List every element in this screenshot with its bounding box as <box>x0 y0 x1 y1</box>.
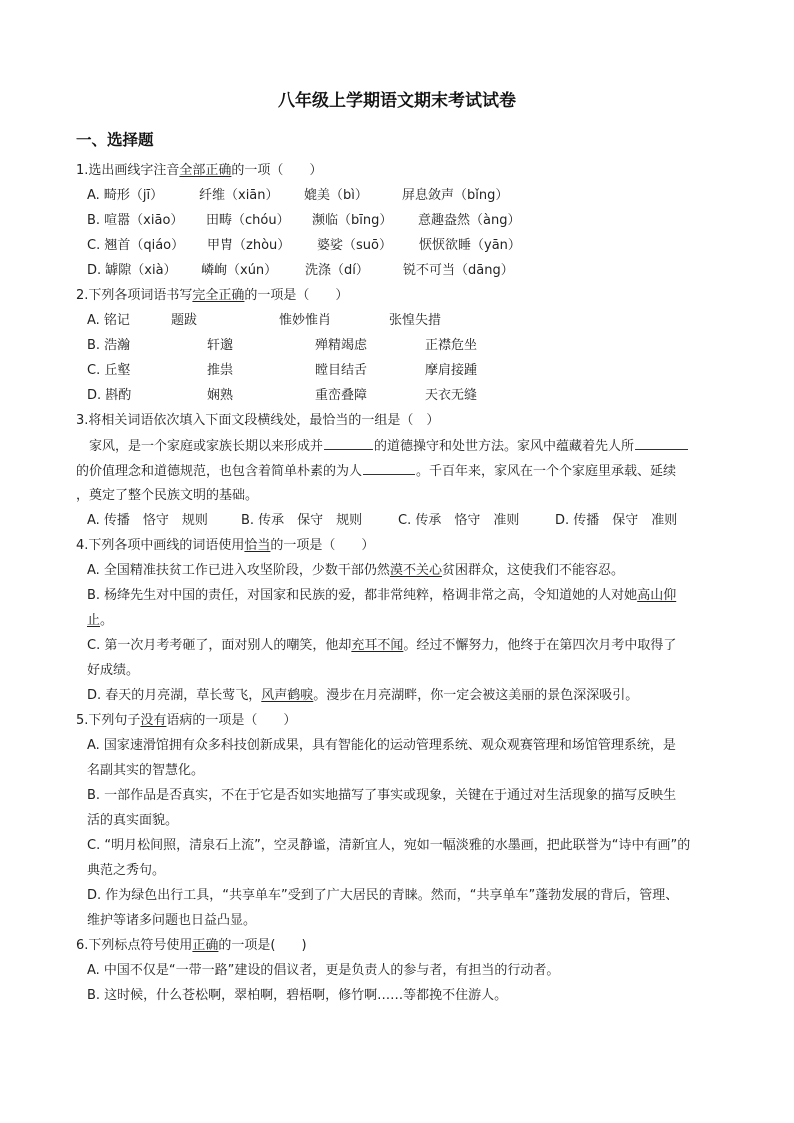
question-4-option-d: D. 春天的月亮湖，草长莺飞，风声鹤唳。漫步在月亮湖畔，你一定会被这美丽的景色深深吸引。 <box>87 688 639 703</box>
question-2-stem: 2.下列各项词语书写完全正确的一项是（ ） <box>76 288 349 303</box>
question-2-option-d: D. 斟酌 娴熟 重峦叠障 天衣无缝 <box>87 388 478 403</box>
question-1-option-a: A. 畸形（jī） 纤维（xiān） 媲美（bì） 屏息敛声（bǐng） <box>87 188 509 203</box>
question-2-option-c: C. 丘壑 推祟 瞠目结舌 摩肩接踵 <box>87 363 478 378</box>
question-3-option-a: A. 传播 恪守 规则 <box>87 513 208 528</box>
question-1-option-c: C. 翘首（qiáo） 甲胄（zhòu） 婆娑（suō） 恹恹欲睡（yān） <box>87 238 521 253</box>
question-2-option-a: A. 铭记 题跋 惟妙惟肖 张惶失措 <box>87 313 442 328</box>
page-title: 八年级上学期语文期末考试试卷 <box>278 91 516 111</box>
question-5-option-b-cont: 活的真实面貌。 <box>87 813 179 828</box>
question-3-passage-line-2: 的价值理念和道德规范，也包含着简单朴素的为人 。千百年来，家风在一个个家庭里承载、延续 <box>76 464 677 479</box>
question-1-stem: 1.选出画线字注音全部正确的一项（ ） <box>76 163 323 178</box>
question-3-passage-line-3: ，奠定了整个民族文明的基础。 <box>76 488 259 503</box>
question-4-option-a: A. 全国精准扶贫工作已进入攻坚阶段，少数干部仍然漠不关心贫困群众，这使我们不能容忍。 <box>87 563 624 578</box>
question-3-option-b: B. 传承 保守 规则 <box>241 513 363 528</box>
question-5-option-c: C. “明月松间照，清泉石上流”，空灵静谧，清新宜人，宛如一幅淡雅的水墨画，把此联誉为“诗中有画”的 <box>87 838 691 853</box>
question-5-option-d: D. 作为绿色出行工具，“共享单车”受到了广大居民的青睐。然而，“共享单车”蓬勃发展的背后，管理、 <box>87 888 679 903</box>
question-2-option-b: B. 浩瀚 轩邈 殚精竭虑 正襟危坐 <box>87 338 478 353</box>
question-1-option-b: B. 喧嚣（xiāo） 田畴（chóu） 濒临（bīng） 意趣盎然（àng） <box>87 213 521 228</box>
question-4-option-c: C. 第一次月考考砸了，面对别人的嘲笑，他却充耳不闻。经过不懈努力，他终于在第四次月考中取得了 <box>87 638 677 653</box>
question-4-stem: 4.下列各项中画线的词语使用恰当的一项是（ ） <box>76 538 375 553</box>
question-5-option-a: A. 国家速滑馆拥有众多科技创新成果，具有智能化的运动管理系统、观众观赛管理和场馆管理系统，是 <box>87 738 676 753</box>
question-5-option-c-cont: 典范之秀句。 <box>87 863 166 878</box>
question-6-stem: 6.下列标点符号使用正确的一项是( ) <box>76 938 307 953</box>
question-3-stem: 3.将相关词语依次填入下面文段横线处，最恰当的一组是（ ） <box>76 413 440 428</box>
question-3-option-d: D. 传播 保守 准则 <box>555 513 678 528</box>
question-5-option-a-cont: 名副其实的智慧化。 <box>87 763 205 778</box>
question-5-option-d-cont: 维护等诸多问题也日益凸显。 <box>87 913 257 928</box>
question-4-option-c-cont: 好成绩。 <box>87 663 140 678</box>
question-4-option-b-cont: 止。 <box>87 613 114 628</box>
question-3-passage-line-1: 家风，是一个家庭或家族长期以来形成并 的道德操守和处世方法。家风中蕴藏着先人所 <box>89 437 739 456</box>
question-1-option-d: D. 罅隙（xià） 嶙峋（xún） 洗涤（dí） 锐不可当（dāng） <box>87 263 514 278</box>
question-6-option-a: A. 中国不仅是“一带一路”建设的倡议者，更是负责人的参与者，有担当的行动者。 <box>87 963 560 978</box>
question-3-option-c: C. 传承 恪守 准则 <box>398 513 520 528</box>
question-3-options <box>87 512 737 530</box>
question-5-option-b: B. 一部作品是否真实，不在于它是否如实地描写了事实或现象，关键在于通过对生活现象的描写反映生 <box>87 788 677 803</box>
question-4-option-b: B. 杨绛先生对中国的责任，对国家和民族的爱，都非常纯粹，格调非常之高，令知道她的人对她高山仰 <box>87 588 677 603</box>
question-5-stem: 5.下列句子没有语病的一项是（ ） <box>76 713 297 728</box>
section-title: 一、选择题 <box>76 131 154 149</box>
question-6-option-b: B. 这时候，什么苍松啊，翠柏啊，碧梧啊，修竹啊……等都挽不住游人。 <box>87 988 508 1003</box>
